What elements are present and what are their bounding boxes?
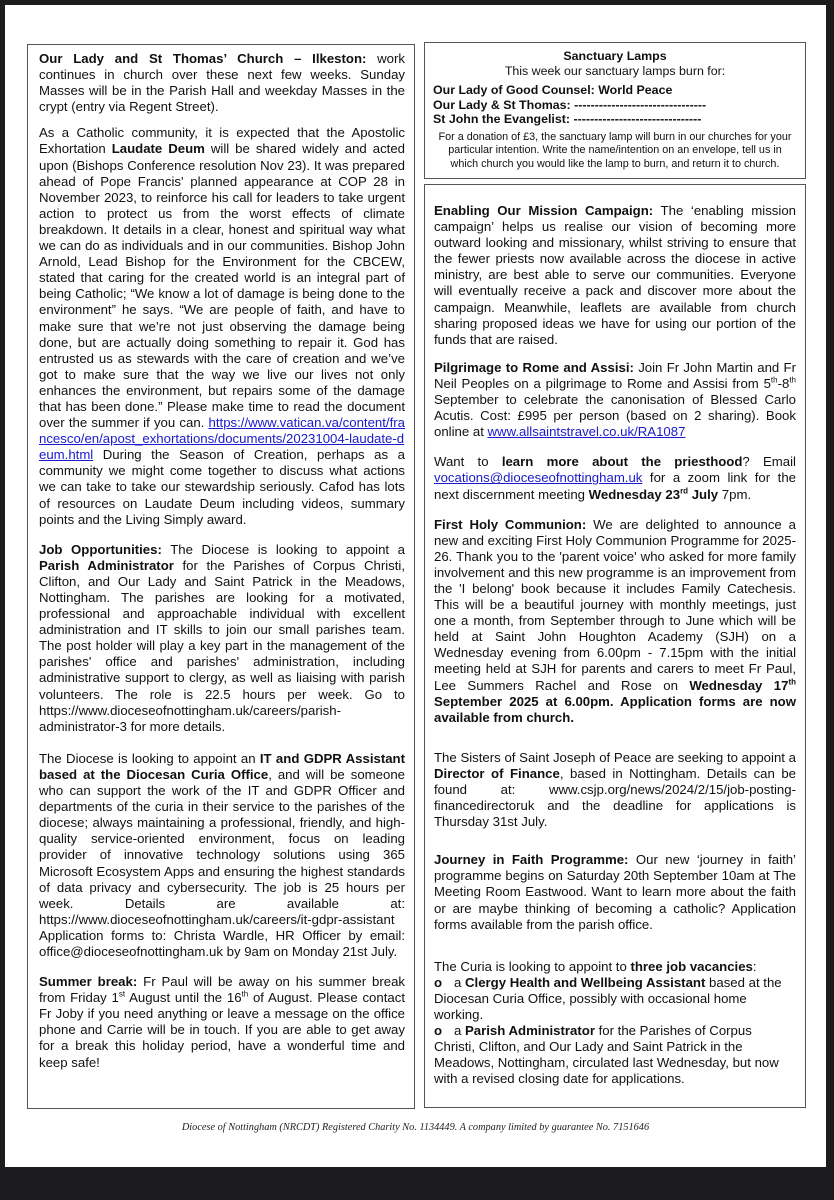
vacancy-2-role: Parish Administrator	[465, 1023, 595, 1039]
pilgrimage-sup-2: th	[789, 375, 796, 385]
priesthood-text-3: for a zoom link for the next discernment meeting	[434, 470, 796, 502]
summer-text-2: August until the 16	[125, 990, 242, 1006]
journey-text: Our new ‘journey in faith’ programme begins on Saturday 20th September 10am at The Meeting Room Eastwood. Want to learn more about the faith or are maybe thinking of becoming a catholic? Application forms available from the parish office.	[434, 852, 796, 932]
curia-bold: three job vacancies	[630, 958, 753, 974]
pilgrimage-sup-1: th	[770, 375, 778, 385]
pilgrimage-text-3: September to celebrate the canonisation of Blessed Carlo Acutis. Cost: £995 per person (based on 2 sharing). Book online at	[434, 392, 796, 440]
curia-vacancy-item	[434, 1023, 796, 1087]
lamps-subtitle: This week our sanctuary lamps burn for:	[504, 64, 726, 78]
priesthood-text-2: ? Email	[742, 454, 796, 470]
curia-vacancies-notice	[434, 959, 796, 975]
lamp-line-st-john: St John the Evangelist: -------------------------------	[433, 112, 702, 126]
priesthood-text-1: Want to	[434, 454, 502, 470]
pilgrimage-text-1: Join Fr John Martin and Fr Neil Peoples on a pilgrimage to Rome and Assisi from 5	[434, 359, 797, 391]
sisters-role: Director of Finance	[434, 765, 560, 781]
allsaints-travel-link[interactable]: www.allsaintstravel.co.uk/RA1087	[487, 424, 686, 440]
job-opportunities-notice	[39, 542, 405, 735]
sisters-text-2: , based in Nottingham. Details can be found at: www.csjp.org/news/2024/2/15/job-posting-financedirectoruk and the deadline for applications is Thursday 31st July.	[434, 765, 796, 830]
journey-heading: Journey in Faith Programme:	[434, 852, 629, 868]
summer-sup-1: st	[118, 989, 126, 999]
vacancy-1-role: Clergy Health and Wellbeing Assistant	[465, 974, 706, 990]
lamp-line-good-counsel: Our Lady of Good Counsel: World Peace	[433, 83, 673, 97]
summer-sup-2: th	[241, 989, 249, 999]
communion-heading: First Holy Communion:	[434, 516, 587, 532]
communion-date-rest: September 2025 at 6.00pm. Application forms are now available from church.	[434, 693, 796, 725]
laudate-title: Laudate Deum	[111, 141, 205, 157]
charity-footer: Diocese of Nottingham (NRCDT) Registered Charity No. 1134449. A company limited by guarantee No. 7151646	[181, 1122, 650, 1133]
right-notices-box	[424, 184, 806, 1108]
curia-text-2: :	[752, 958, 757, 974]
mission-text: The ‘enabling mission campaign’ helps us realise our vision of becoming more outward looking and missionary, whilst striving to ensure that the fewer priests now available across the diocese in active ministry, are best able to serve our communities. Everyone will eventually receive a pack and discover more about the campaign. Meanwhile, leaflets are available from church sharing proposed ideas we have for using our portion of the funds that are raised.	[434, 203, 796, 347]
ilkeston-heading: Our Lady and St Thomas’ Church – Ilkeston:	[39, 51, 367, 66]
summer-heading: Summer break:	[39, 974, 138, 990]
gdpr-text-1: The Diocese is looking to appoint an	[39, 750, 260, 766]
priesthood-date-day: Wednesday 23	[588, 486, 681, 502]
jobs-heading: Job Opportunities:	[39, 541, 162, 557]
vocations-email-link[interactable]: vocations@dioceseofnottingham.uk	[434, 470, 643, 486]
bullet-icon: o	[434, 974, 443, 990]
pilgrimage-text-2: -8	[777, 375, 790, 391]
summer-text-1: Fr Paul will be away on his summer break from Friday 1	[39, 974, 405, 1006]
jobs-text-1: The Diocese is looking to appoint a	[161, 541, 405, 557]
sisters-text-1: The Sisters of Saint Joseph of Peace are seeking to appoint a	[434, 749, 796, 765]
priesthood-bold: learn more about the priesthood	[501, 454, 743, 470]
communion-date-day: Wednesday 17	[689, 677, 789, 693]
vacancy-2-pre: a	[454, 1023, 465, 1039]
ilkeston-notice	[39, 51, 405, 115]
summer-text-3: of August. Please contact Fr Joby if you need anything or leave a message on the office phone and Carrie will be in touch. If you are able to get away for a break this holiday period, have a wonderful time and keep safe!	[39, 990, 405, 1070]
bullet-icon: o	[434, 1023, 443, 1039]
priesthood-date	[589, 487, 718, 502]
mission-campaign-notice	[434, 203, 796, 348]
communion-date-sup: th	[788, 677, 796, 687]
gdpr-assistant-notice	[39, 751, 405, 960]
laudate-text-3: During the Season of Creation, perhaps as a community we might come together to discuss what actions we can take to take our stewardship seriously. Cafod has lots of resources on Laudate Deum including videos, summary points and the Living Simply award.	[39, 447, 405, 527]
gdpr-role: IT and GDPR Assistant based at the Diocesan Curia Office	[39, 750, 405, 782]
jobs-role: Parish Administrator	[39, 557, 174, 573]
laudate-deum-notice	[39, 125, 405, 527]
curia-text-1: The Curia is looking to appoint to	[434, 958, 631, 974]
laudate-text-1: As a Catholic community, it is expected that the Apostolic Exhortation	[39, 125, 405, 157]
sanctuary-lamps-box	[424, 42, 806, 179]
lamps-title: Sanctuary Lamps	[563, 49, 667, 63]
pilgrimage-heading: Pilgrimage to Rome and Assisi:	[434, 359, 634, 375]
lamp-line-st-thomas: Our Lady & St Thomas: --------------------------------	[433, 97, 707, 112]
communion-text: We are delighted to announce a new and exciting First Holy Communion Programme for 2025-26. Thank you to the 'parent voice' who asked for more family involvement and this new programme is an improvement from the 'I belong' book because it includes Family Catechesis. This will be a beautiful journey with monthly meetings, just one a month, from September through to June which will be held at Saint John Houghton Academy (SJH) on a Wednesday evening from 6.00pm - 7.15pm with the initial meeting held at SJH for parents and carers to meet Fr Paul, Lee Summers Rachel and Rose on	[434, 516, 796, 693]
lamps-donation-note: For a donation of £3, the sanctuary lamp will burn in our churches for your particular intention. Write the name/intention on an envelope, tell us in which church you would like the lamp to burn, and return it to church.	[438, 130, 792, 170]
sisters-finance-notice	[434, 750, 796, 830]
newsletter-page	[5, 5, 826, 1167]
pilgrimage-notice	[434, 360, 796, 440]
laudate-text-2: will be shared widely and acted upon (Bishops Conference resolution Nov 23). It was prepared ahead of Pope Francis' planned appearance at COP 28 in November 2023, to reinforce his call for leaders to take urgent action to protect us from the worst effects of climate breakdown. It details in a clear, honest and spiritual way what we can do as individuals and in our communities. Bishop John Arnold, Lead Bishop for the Environment for the CBCEW, stated that caring for the created world is an integral part of being Catholic; “We know a lot of damage is being done to the environment” he says. “We are people of faith, and have to make sure that we’re not just observing the damage being done, but are actually doing something to repair it. God has entrusted us as stewards with the care of creation and we’ve got to make sure that the way we live our lives not only enhances the environment, but repairs some of the damage that has been done.” Please make time to read the document over the summer if you can.	[39, 141, 405, 431]
priesthood-text-4: 7pm.	[718, 486, 752, 502]
summer-break-notice	[39, 974, 405, 1071]
curia-vacancy-item	[434, 975, 796, 1023]
left-notices-box	[27, 44, 415, 1109]
vacancy-2-post: for the Parishes of Corpus Christi, Clifton, and Our Lady and Saint Patrick in the Meadows, Nottingham, circulated last Wednesday, but now with a revised closing date for applications.	[434, 1023, 779, 1087]
laudate-deum-link[interactable]: https://www.vatican.va/content/francesco/en/apost_exhortations/documents/20231004-laudate-deum.html	[39, 415, 405, 463]
ilkeston-text: work continues in church over these next few weeks. Sunday Masses will be in the Parish Hall and weekday Masses in the crypt (entry via Regent Street).	[39, 51, 405, 115]
priesthood-date-sup: rd	[680, 486, 689, 496]
priesthood-date-month: July	[688, 486, 719, 502]
mission-heading: Enabling Our Mission Campaign:	[434, 203, 654, 218]
journey-in-faith-notice	[434, 852, 796, 932]
gdpr-text-2: , and will be someone who can support the work of the IT and GDPR Officer and departments of the curia in their service to the parishes of the diocese; always maintaining a professional, friendly, and high-quality service-oriented environment, focus on leading provider of innovative technology solutions using 365 Microsoft Ecosystem Apps and ensuring the highest standards of data privacy and cybersecurity. The job is 25 hours per week. Details are available at: https://www.dioceseofnottingham.uk/careers/it-gdpr-assistant Application forms to: Christa Wardle, HR Officer by email: office@dioceseofnottingham.uk by 9am on Monday 21st July.	[39, 766, 405, 959]
jobs-text-2: for the Parishes of Corpus Christi, Clifton, and Our Lady and Saint Patrick in the Meadows, Nottingham. The parishes are looking for a motivated, professional and approachable individual with excellent administration and IT skills to join our small parishes team. The post holder will play a key part in the management of the parishes' office and parishes' administration, including administrative support to clergy, as well as liaising with parish volunteers. The role is 22.5 hours per week. Go to https://www.dioceseofnottingham.uk/careers/parish-administrator-3 for more details.	[39, 557, 406, 734]
vacancy-1-pre: a	[454, 974, 465, 990]
priesthood-notice	[434, 454, 796, 502]
vacancy-1-post: based at the Diocesan Curia Office, possibly with occasional home working.	[434, 974, 782, 1023]
first-holy-communion-notice	[434, 517, 796, 726]
